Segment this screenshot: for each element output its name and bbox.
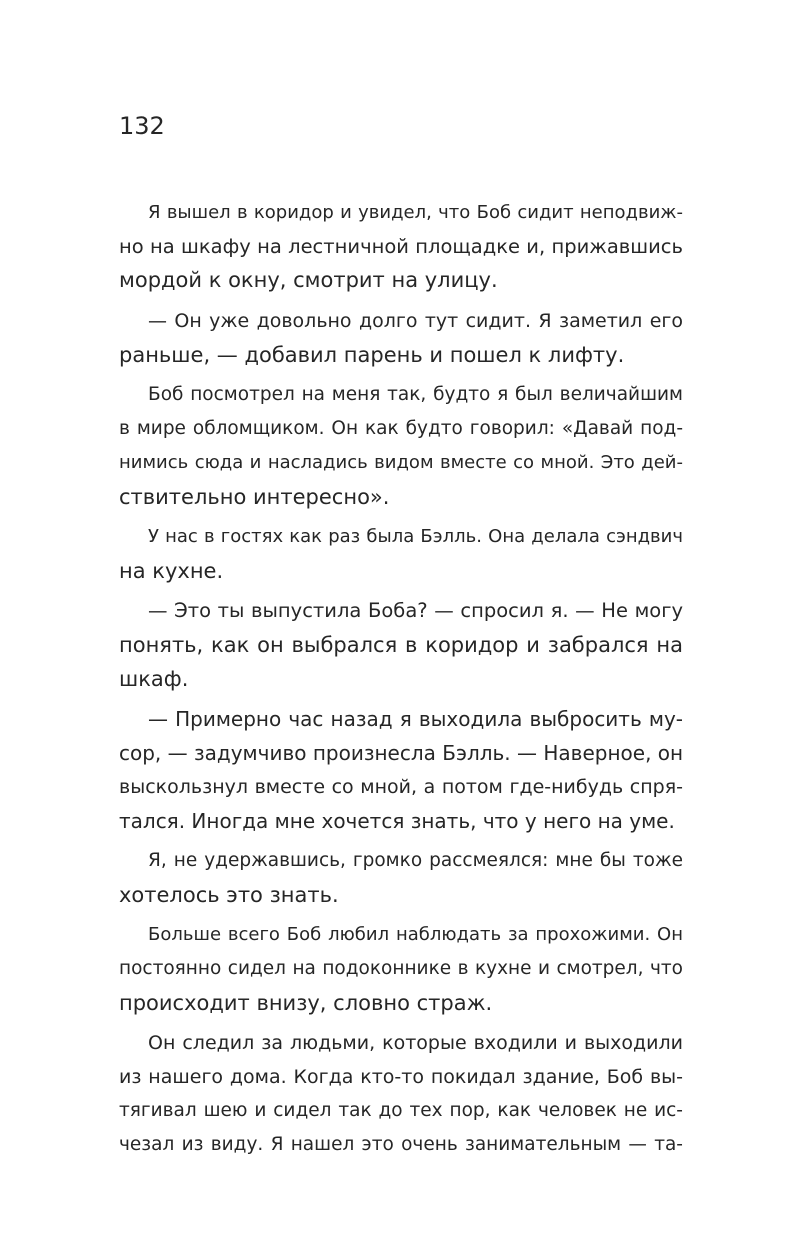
text-line: Я вышел в коридор и увидел, что Боб сидит неподвиж- <box>148 202 683 223</box>
text-line: понять, как он выбрался в коридор и забрался на <box>119 633 683 657</box>
text-line: чезал из виду. Я нашел это очень занимательным — та- <box>119 1134 683 1155</box>
text-line: — Примерно час назад я выходила выбросить му- <box>148 707 683 731</box>
text-line: из нашего дома. Когда кто-то покидал здание, Боб вы- <box>119 1066 683 1088</box>
text-line: происходит внизу, словно страж. <box>119 991 493 1015</box>
text-line: ствительно интересно». <box>119 485 390 509</box>
text-line: мордой к окну, смотрит на улицу. <box>119 268 498 292</box>
text-line: постоянно сидел на подоконнике в кухне и смотрел, что <box>119 958 683 979</box>
text-line: хотелось это знать. <box>119 883 339 907</box>
text-line: Боб посмотрел на меня так, будто я был величайшим <box>148 384 683 405</box>
text-line: но на шкафу на лестничной площадке и, прижавшись <box>119 235 683 258</box>
text-line: У нас в гостях как раз была Бэлль. Она делала сэндвич <box>148 526 683 547</box>
text-line: Он следил за людьми, которые входили и выходили <box>148 1032 683 1054</box>
text-line: раньше, — добавил парень и пошел к лифту. <box>119 343 625 367</box>
text-line: сор, — задумчиво произнесла Бэлль. — Наверное, он <box>119 741 684 765</box>
text-line: тался. Иногда мне хочется знать, что у него на уме. <box>119 809 675 833</box>
text-line: Больше всего Боб любил наблюдать за прохожими. Он <box>148 924 683 945</box>
text-line: — Это ты выпустила Боба? — спросил я. — Не могу <box>148 599 683 622</box>
text-line: нимись сюда и насладись видом вместе со мной. Это дей- <box>119 452 683 473</box>
page-number: 132 <box>119 112 165 140</box>
text-line: — Он уже довольно долго тут сидит. Я заметил его <box>148 310 683 332</box>
text-line: Я, не удержавшись, громко рассмеялся: мне бы тоже <box>148 850 683 871</box>
text-line: в мире обломщиком. Он как будто говорил: «Давай под- <box>119 418 683 439</box>
text-line: на кухне. <box>119 559 224 583</box>
text-line: тягивал шею и сидел так до тех пор, как человек не ис- <box>119 1100 683 1121</box>
text-line: шкаф. <box>119 667 189 691</box>
text-line: выскользнул вместе со мной, а потом где-нибудь спря- <box>119 776 683 798</box>
